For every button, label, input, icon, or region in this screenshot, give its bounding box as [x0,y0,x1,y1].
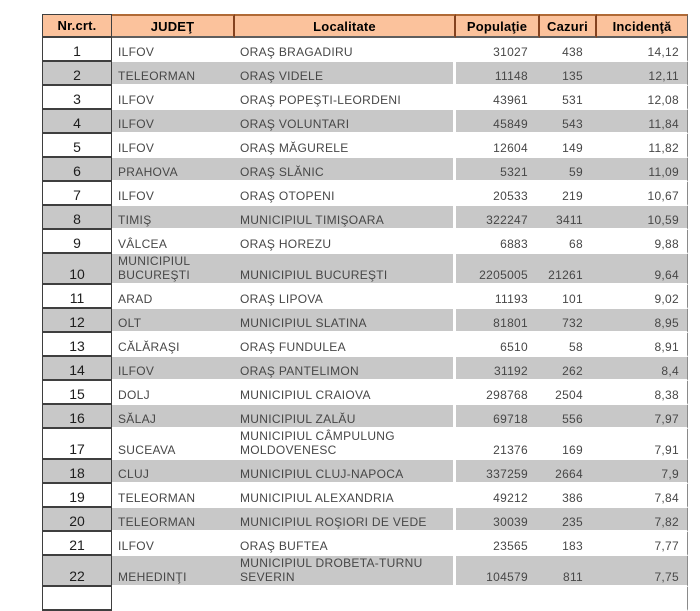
cell-nr-crt: 10 [42,254,112,285]
cell-nr-crt: 1 [42,38,112,62]
cell-judet: ILFOV [112,38,235,62]
column-header-cazuri: Cazuri [540,14,597,38]
cell-judet: MUNICIPIUL BUCUREŞTI [112,254,235,285]
cell-incidenta: 7,97 [597,405,688,429]
cell-populatie: 31192 [456,357,540,381]
cell-judet: ILFOV [112,357,235,381]
cell-localitate: ORAŞ OTOPENI [235,182,456,206]
cell-incidenta: 12,08 [597,86,688,110]
cell-populatie: 23565 [456,532,540,556]
cell-populatie: 104579 [456,556,540,587]
cell-judet: DOLJ [112,381,235,405]
cell-localitate: MUNICIPIUL CRAIOVA [235,381,456,405]
table-row [42,357,688,381]
cell-populatie: 12604 [456,134,540,158]
cell-judet: TIMIŞ [112,206,235,230]
table-row [42,62,688,86]
cell-nr-crt: 11 [42,285,112,309]
table-row [42,309,688,333]
cell-incidenta: 7,91 [597,429,688,460]
cell-populatie: 322247 [456,206,540,230]
cell-nr-crt: 8 [42,206,112,230]
cell-localitate: MUNICIPIUL ALEXANDRIA [235,484,456,508]
cell-incidenta: 12,11 [597,62,688,86]
cell-incidenta: 7,75 [597,556,688,587]
cell-cazuri: 2664 [540,460,597,484]
cell-cazuri: 58 [540,333,597,357]
cell-populatie: 21376 [456,429,540,460]
cell-populatie: 81801 [456,309,540,333]
column-header-incidenta: Incidenţă [597,14,688,38]
cell-nr-crt: 13 [42,333,112,357]
cell-localitate: MUNICIPIUL SLATINA [235,309,456,333]
cell-nr-crt: 17 [42,429,112,460]
cell-judet: ARAD [112,285,235,309]
cell-judet: CĂLĂRAŞI [112,333,235,357]
cell-nr-crt: 21 [42,532,112,556]
cell-incidenta: 9,88 [597,230,688,254]
cell-incidenta [597,587,688,611]
cell-judet: OLT [112,309,235,333]
cell-cazuri: 169 [540,429,597,460]
cell-populatie: 6510 [456,333,540,357]
cell-judet: SĂLAJ [112,405,235,429]
column-header-nr-crt: Nr.crt. [42,14,112,38]
cell-judet: ILFOV [112,532,235,556]
cell-incidenta: 11,84 [597,110,688,134]
cell-cazuri: 3411 [540,206,597,230]
cell-nr-crt: 22 [42,556,112,587]
cell-populatie: 69718 [456,405,540,429]
cell-judet [112,587,235,611]
incidence-table [42,14,688,611]
cell-judet: ILFOV [112,182,235,206]
table-row [42,381,688,405]
cell-localitate: MUNICIPIUL BUCUREŞTI [235,254,456,285]
column-header-populatie: Populaţie [456,14,540,38]
cell-nr-crt: 6 [42,158,112,182]
cell-nr-crt: 15 [42,381,112,405]
cell-nr-crt: 2 [42,62,112,86]
table-row [42,230,688,254]
cell-populatie: 11148 [456,62,540,86]
partial-next-row [42,587,688,611]
cell-incidenta: 7,82 [597,508,688,532]
table-row [42,532,688,556]
cell-incidenta: 14,12 [597,38,688,62]
cell-incidenta: 11,82 [597,134,688,158]
cell-nr-crt: 12 [42,309,112,333]
cell-incidenta: 9,64 [597,254,688,285]
cell-cazuri: 262 [540,357,597,381]
cell-cazuri: 68 [540,230,597,254]
cell-incidenta: 7,84 [597,484,688,508]
cell-localitate: ORAŞ HOREZU [235,230,456,254]
cell-cazuri: 438 [540,38,597,62]
cell-cazuri: 235 [540,508,597,532]
cell-nr-crt [42,587,112,611]
cell-populatie: 30039 [456,508,540,532]
table-footer [42,587,688,611]
table-body [42,38,688,587]
cell-populatie: 43961 [456,86,540,110]
cell-cazuri: 556 [540,405,597,429]
cell-nr-crt: 18 [42,460,112,484]
cell-cazuri: 386 [540,484,597,508]
cell-populatie: 45849 [456,110,540,134]
cell-localitate [235,587,456,611]
cell-cazuri: 183 [540,532,597,556]
cell-cazuri: 135 [540,62,597,86]
cell-judet: VÂLCEA [112,230,235,254]
cell-nr-crt: 14 [42,357,112,381]
cell-nr-crt: 16 [42,405,112,429]
cell-incidenta: 8,95 [597,309,688,333]
cell-incidenta: 8,4 [597,357,688,381]
cell-incidenta: 8,91 [597,333,688,357]
column-header-localitate: Localitate [235,14,456,38]
table-header [42,14,688,38]
cell-localitate: ORAŞ FUNDULEA [235,333,456,357]
incidence-table-canvas [42,14,690,611]
cell-populatie: 31027 [456,38,540,62]
cell-incidenta: 10,67 [597,182,688,206]
table-row [42,405,688,429]
cell-localitate: ORAŞ BRAGADIRU [235,38,456,62]
cell-nr-crt: 3 [42,86,112,110]
cell-nr-crt: 19 [42,484,112,508]
cell-cazuri: 811 [540,556,597,587]
cell-localitate: ORAŞ MĂGURELE [235,134,456,158]
cell-populatie: 2205005 [456,254,540,285]
table-row [42,182,688,206]
cell-incidenta: 10,59 [597,206,688,230]
cell-cazuri: 531 [540,86,597,110]
cell-localitate: MUNICIPIUL TIMIŞOARA [235,206,456,230]
cell-localitate: ORAŞ SLĂNIC [235,158,456,182]
table-row [42,38,688,62]
table-row [42,134,688,158]
cell-localitate: ORAŞ LIPOVA [235,285,456,309]
cell-cazuri: 543 [540,110,597,134]
cell-localitate: ORAŞ POPEŞTI-LEORDENI [235,86,456,110]
cell-populatie: 298768 [456,381,540,405]
table-row [42,206,688,230]
cell-judet: TELEORMAN [112,484,235,508]
cell-populatie [456,587,540,611]
cell-cazuri: 21261 [540,254,597,285]
cell-incidenta: 9,02 [597,285,688,309]
cell-judet: CLUJ [112,460,235,484]
cell-judet: ILFOV [112,86,235,110]
cell-localitate: MUNICIPIUL ROŞIORI DE VEDE [235,508,456,532]
cell-judet: PRAHOVA [112,158,235,182]
header-row [42,14,688,38]
cell-localitate: ORAŞ VOLUNTARI [235,110,456,134]
cell-populatie: 11193 [456,285,540,309]
cell-nr-crt: 4 [42,110,112,134]
column-header-judet: JUDEŢ [112,14,235,38]
cell-populatie: 5321 [456,158,540,182]
cell-nr-crt: 5 [42,134,112,158]
cell-nr-crt: 20 [42,508,112,532]
cell-localitate: ORAŞ VIDELE [235,62,456,86]
cell-cazuri: 732 [540,309,597,333]
cell-incidenta: 7,77 [597,532,688,556]
cell-judet: ILFOV [112,110,235,134]
cell-localitate: ORAŞ PANTELIMON [235,357,456,381]
cell-localitate: MUNICIPIUL DROBETA-TURNU SEVERIN [235,556,456,587]
cell-judet: SUCEAVA [112,429,235,460]
cell-cazuri: 219 [540,182,597,206]
cell-populatie: 6883 [456,230,540,254]
cell-cazuri [540,587,597,611]
table-row [42,158,688,182]
cell-incidenta: 7,9 [597,460,688,484]
cell-localitate: ORAŞ BUFTEA [235,532,456,556]
cell-cazuri: 101 [540,285,597,309]
cell-judet: ILFOV [112,134,235,158]
cell-populatie: 49212 [456,484,540,508]
cell-nr-crt: 9 [42,230,112,254]
cell-populatie: 337259 [456,460,540,484]
cell-cazuri: 2504 [540,381,597,405]
cell-localitate: MUNICIPIUL CLUJ-NAPOCA [235,460,456,484]
cell-cazuri: 59 [540,158,597,182]
cell-judet: TELEORMAN [112,62,235,86]
cell-nr-crt: 7 [42,182,112,206]
table-row [42,254,688,285]
cell-judet: MEHEDINŢI [112,556,235,587]
table-row [42,508,688,532]
table-row [42,460,688,484]
cell-populatie: 20533 [456,182,540,206]
cell-localitate: MUNICIPIUL ZALĂU [235,405,456,429]
cell-judet: TELEORMAN [112,508,235,532]
table-row [42,285,688,309]
cell-localitate: MUNICIPIUL CÂMPULUNG MOLDOVENESC [235,429,456,460]
cell-incidenta: 11,09 [597,158,688,182]
table-row [42,429,688,460]
table-row [42,333,688,357]
table-row [42,484,688,508]
cell-cazuri: 149 [540,134,597,158]
table-row [42,110,688,134]
table-row [42,86,688,110]
cell-incidenta: 8,38 [597,381,688,405]
